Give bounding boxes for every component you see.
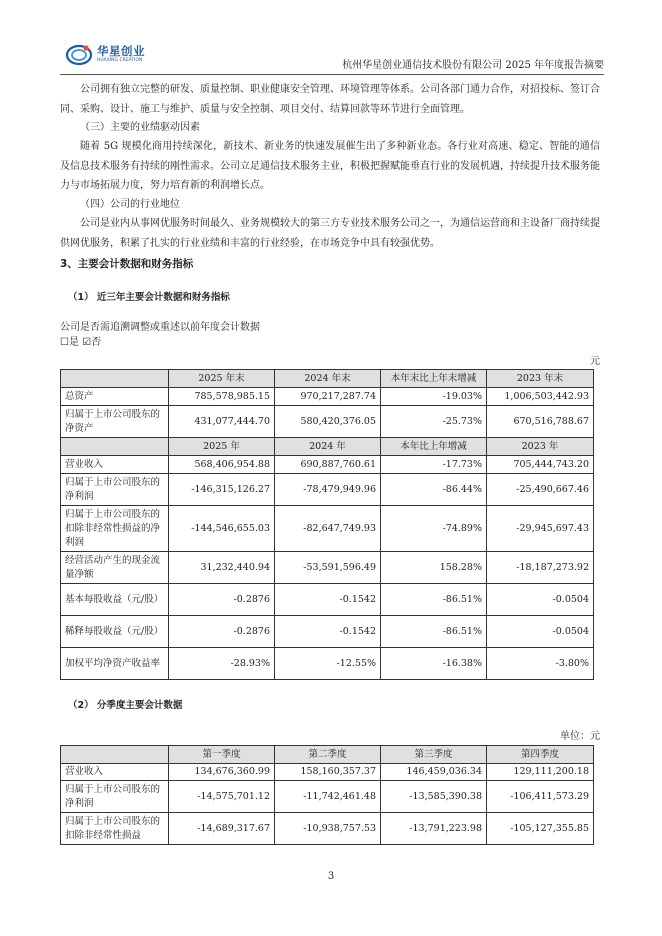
table-row [61,616,594,648]
row-label: 加权平均净资产收益率 [61,648,169,680]
table-row [61,813,594,845]
value-cell: 670,516,788.67 [487,406,594,438]
quarterly-data-table [60,745,594,845]
column-header: 第一季度 [169,746,275,764]
value-cell: -12.55% [275,648,381,680]
row-label: 总资产 [61,388,169,406]
table-header-row [61,746,594,764]
value-cell: 158,160,357.37 [275,764,381,781]
subheading-three-year-data: （1） 近三年主要会计数据和财务指标 [68,292,230,303]
value-cell: 146,459,036.34 [381,764,487,781]
section-heading-financial: 3、主要会计数据和财务指标 [60,258,194,270]
value-cell: -0.2876 [169,616,275,648]
restate-answer: ☐是 ☑否 [60,337,102,348]
value-cell: 134,676,360.99 [169,764,275,781]
column-header: 第四季度 [487,746,594,764]
table-row [61,456,594,474]
value-cell: 580,420,376.05 [275,406,381,438]
row-label: 营业收入 [61,764,169,781]
column-header: 2025 年末 [169,370,275,388]
table-row [61,584,594,616]
value-cell: -86.44% [381,474,487,506]
value-cell: 431,077,444.70 [169,406,275,438]
value-cell: -0.1542 [275,616,381,648]
value-cell: -0.0504 [487,584,594,616]
value-cell: -25,490,667.46 [487,474,594,506]
column-header: 2024 年 [275,438,381,456]
logo-subtext: HUAXING CREATION [97,58,143,63]
value-cell: -78,479,949.96 [275,474,381,506]
column-header: 第二季度 [275,746,381,764]
value-cell: -0.1542 [275,584,381,616]
value-cell: -86.51% [381,616,487,648]
row-label: 基本每股收益（元/股） [61,584,169,616]
value-cell: -105,127,355.85 [487,813,594,845]
row-label: 归属于上市公司股东的净利润 [61,474,169,506]
table-row [61,764,594,781]
value-cell: -10,938,757.53 [275,813,381,845]
value-cell: 568,406,954.88 [169,456,275,474]
value-cell: 705,444,743.20 [487,456,594,474]
paragraph-management: 公司拥有独立完整的研发、质量控制、职业健康安全管理、环境管理等体系。公司各部门通力合作，对招投标、签订合同、采购、设计、施工与维护、质量与安全控制、项目交付、结算回款等环节进行全面管理。 [60,84,600,115]
value-cell: -14,689,317.67 [169,813,275,845]
value-cell: 158.28% [381,552,487,584]
company-logo [65,40,157,68]
value-cell: -29,945,697.43 [487,506,594,552]
value-cell: -19.03% [381,388,487,406]
three-year-financial-table [60,369,594,680]
paragraph-industry-position: 公司是业内从事网优服务时间最久、业务规模较大的第三方专业技术服务公司之一，为通信运营商和主设备厂商持续提供网优服务，积累了扎实的行业业绩和丰富的行业经验，在市场竞争中具有较强优势。 [60,218,600,249]
row-label: 稀释每股收益（元/股） [61,616,169,648]
value-cell: -28.93% [169,648,275,680]
value-cell: 31,232,440.94 [169,552,275,584]
value-cell: -13,585,390.38 [381,781,487,813]
logo-swirl-icon [65,40,93,68]
restate-question: 公司是否需追溯调整或重述以前年度会计数据 [60,322,260,333]
row-label: 归属于上市公司股东的扣除非经常性损益的净利润 [61,506,169,552]
table-header-row [61,438,594,456]
table-row [61,506,594,552]
table-row [61,552,594,584]
column-header: 第三季度 [381,746,487,764]
header-cell-blank [61,746,169,764]
table-row [61,648,594,680]
value-cell: -74.89% [381,506,487,552]
value-cell: -144,546,655.03 [169,506,275,552]
table-row [61,388,594,406]
table-row [61,781,594,813]
subheading-quarterly-data: （2） 分季度主要会计数据 [68,700,183,711]
value-cell: -13,791,223.98 [381,813,487,845]
value-cell: -25.73% [381,406,487,438]
value-cell: 1,006,503,442.93 [487,388,594,406]
column-header: 2024 年末 [275,370,381,388]
header-title: 杭州华星创业通信技术股份有限公司 2025 年年度报告摘要 [342,60,604,71]
value-cell: -0.2876 [169,584,275,616]
value-cell: -53,591,596.49 [275,552,381,584]
value-cell: 970,217,287.74 [275,388,381,406]
value-cell: -18,187,273.92 [487,552,594,584]
page-number: 3 [327,871,335,882]
unit-label: 元 [590,356,600,367]
header-cell-blank [61,370,169,388]
quarterly-unit-label: 单位：元 [560,731,600,742]
value-cell: -11,742,461.48 [275,781,381,813]
value-cell: -86.51% [381,584,487,616]
paragraph-drivers: 随着 5G 规模化商用持续深化，新技术、新业务的快速发展催生出了多种新业态。各行业对高速、稳定、智能的通信及信息技术服务有持续的刚性需求。公司立足通信技术服务主业，积极把握赋能垂直行业的发展机遇，持续提升技术服务能力与市场拓展力度，努力培育新的利润增长点。 [60,141,600,191]
page-header [60,40,604,75]
subheading-industry-position: （四）公司的行业地位 [80,199,180,210]
column-header: 2023 年 [487,438,594,456]
value-cell: -146,315,126.27 [169,474,275,506]
column-header: 本年末比上年末增减 [381,370,487,388]
logo-text: 华星创业 [97,44,145,58]
table-row [61,474,594,506]
value-cell: 129,111,200.18 [487,764,594,781]
value-cell: -16.38% [381,648,487,680]
table-header-row [61,370,594,388]
subheading-drivers: （三）主要的业绩驱动因素 [80,122,200,133]
value-cell: -14,575,701.12 [169,781,275,813]
column-header: 2025 年 [169,438,275,456]
value-cell: 785,578,985.15 [169,388,275,406]
table-row [61,406,594,438]
row-label: 营业收入 [61,456,169,474]
value-cell: -3.80% [487,648,594,680]
header-cell-blank [61,438,169,456]
value-cell: -17.73% [381,456,487,474]
row-label: 归属于上市公司股东的净资产 [61,406,169,438]
value-cell: -82,647,749.93 [275,506,381,552]
row-label: 归属于上市公司股东的扣除非经常性损益 [61,813,169,845]
column-header: 本年比上年增减 [381,438,487,456]
row-label: 归属于上市公司股东的净利润 [61,781,169,813]
column-header: 2023 年末 [487,370,594,388]
value-cell: 690,887,760.61 [275,456,381,474]
value-cell: -106,411,573.29 [487,781,594,813]
value-cell: -0.0504 [487,616,594,648]
row-label: 经营活动产生的现金流量净额 [61,552,169,584]
